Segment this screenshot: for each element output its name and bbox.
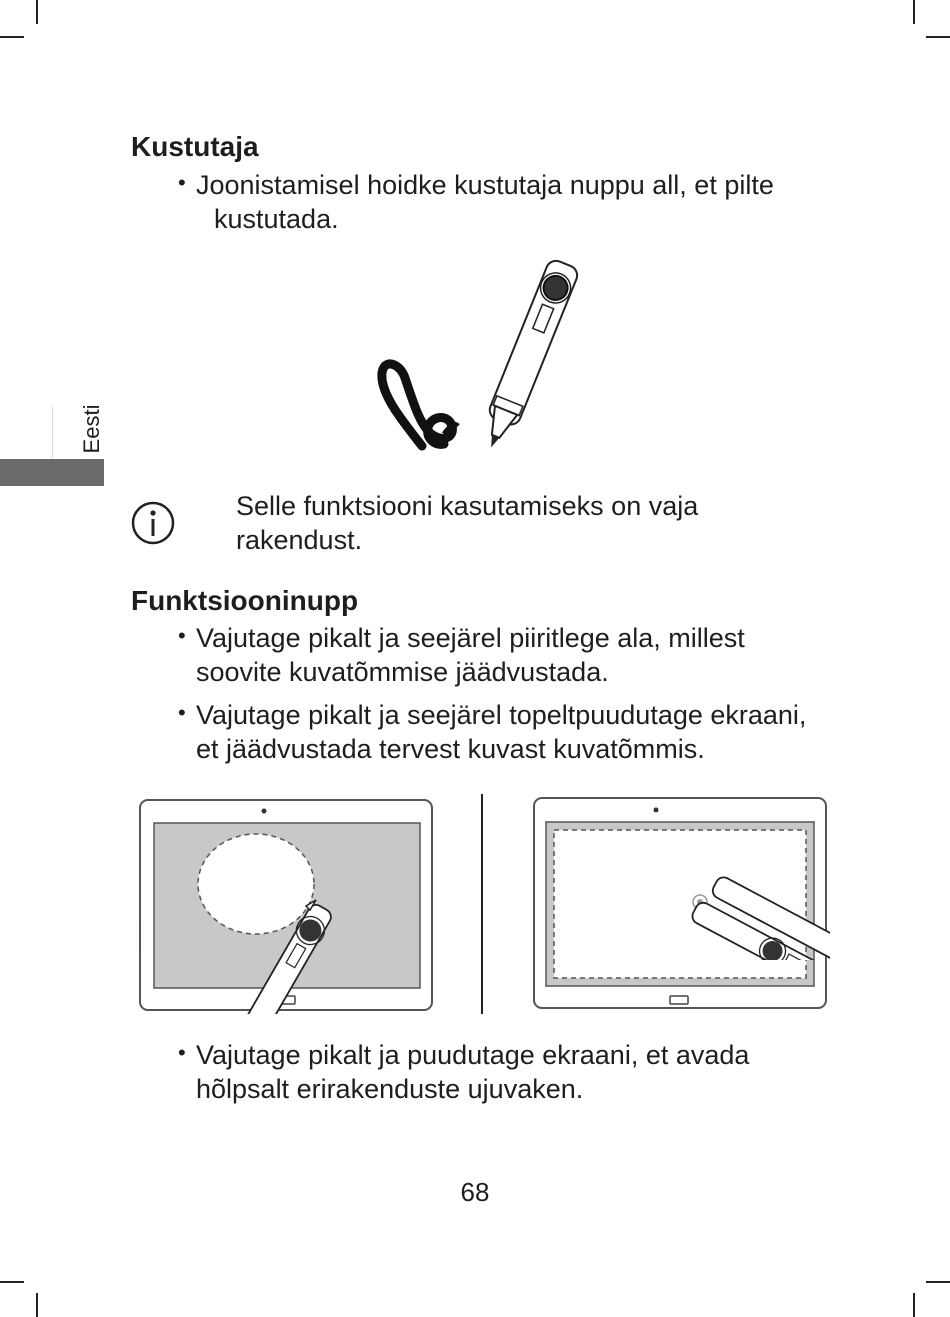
language-tab-label: Eesti (79, 404, 104, 454)
list-item: • Vajutage pikalt ja seejärel topeltpuudutage ekraani, et jäädvustada tervest kuvast kuvatõmmis. (196, 698, 806, 766)
bullet-dot: • (178, 170, 186, 195)
section-heading-function-button: Funktsiooninupp (131, 585, 359, 616)
pen-eraser-illustration (360, 258, 590, 458)
crop-mark (913, 1293, 915, 1317)
bullet-dot: • (178, 623, 186, 648)
tablet-area-select (140, 800, 432, 1014)
crop-mark (36, 1293, 38, 1317)
info-note: Selle funktsiooni kasutamiseks on vaja rakendust. (236, 491, 699, 555)
crop-mark (913, 0, 915, 24)
list-item: • Joonistamisel hoidke kustutaja nuppu all, et pilte kustutada. (196, 168, 774, 236)
crop-mark (36, 0, 38, 24)
language-tab-bar (0, 459, 104, 486)
crop-mark (0, 36, 24, 38)
side-tab-divider (52, 406, 53, 459)
bullet-dot: • (178, 700, 186, 725)
crop-mark (926, 1281, 950, 1283)
crop-mark (0, 1281, 24, 1283)
treble-clef-drawing (382, 364, 453, 446)
bullet-dot: • (178, 1040, 186, 1065)
pen-icon (690, 890, 825, 960)
crop-mark (926, 36, 950, 38)
page-number: 68 (460, 1177, 490, 1207)
list-item: • Vajutage pikalt ja puudutage ekraani, et avada hõlpsalt erirakenduste ujuvaken. (196, 1038, 749, 1106)
section-heading-eraser: Kustutaja (131, 131, 259, 162)
list-item: • Vajutage pikalt ja seejärel piiritlege ala, millest soovite kuvatõmmise jäädvustada. (196, 621, 745, 689)
info-icon (130, 500, 176, 546)
